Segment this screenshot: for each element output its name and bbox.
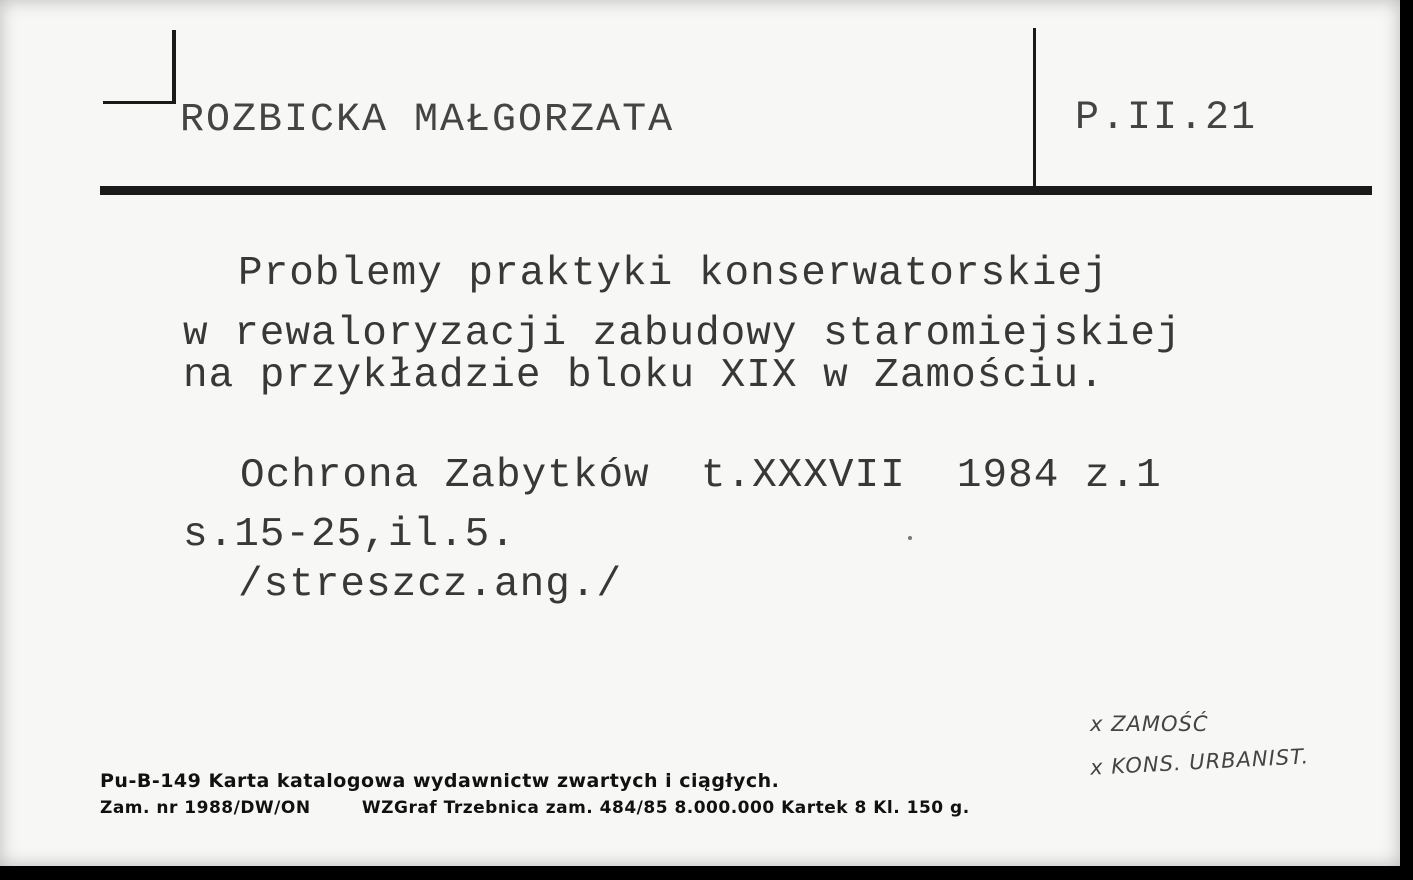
source-line-1: Ochrona Zabytków t.XXXVII 1984 z.1: [240, 453, 1162, 499]
handwritten-note-1: x ZAMOŚĆ: [1090, 712, 1209, 736]
left-header-tick: [103, 101, 176, 104]
source-line-2: s.15-25,il.5.: [183, 512, 516, 558]
footer-line-2: Zam. nr 1988/DW/ON WZGraf Trzebnica zam. 484/85 8.000.000 Kartek 8 Kl. 150 g.: [100, 798, 970, 818]
title-line-1: Problemy praktyki konserwatorskiej: [238, 251, 1109, 297]
left-header-rule: [172, 30, 176, 104]
stray-mark: [908, 536, 912, 540]
source-line-3: /streszcz.ang./: [238, 562, 623, 608]
header-divider: [100, 186, 1372, 195]
handwritten-note-2: x KONS. URBANIST.: [1089, 744, 1310, 780]
title-line-2: w rewaloryzacji zabudowy staromiejskiej: [183, 311, 1182, 357]
right-header-rule: [1033, 28, 1036, 186]
title-line-3: na przykładzie bloku XIX w Zamościu.: [183, 353, 1105, 399]
call-number: P.II.21: [1075, 96, 1258, 141]
footer-line-1: Pu-B-149 Karta katalogowa wydawnictw zwartych i ciągłych.: [100, 770, 780, 792]
author-name: ROZBICKA MAŁGORZATA: [180, 98, 675, 143]
